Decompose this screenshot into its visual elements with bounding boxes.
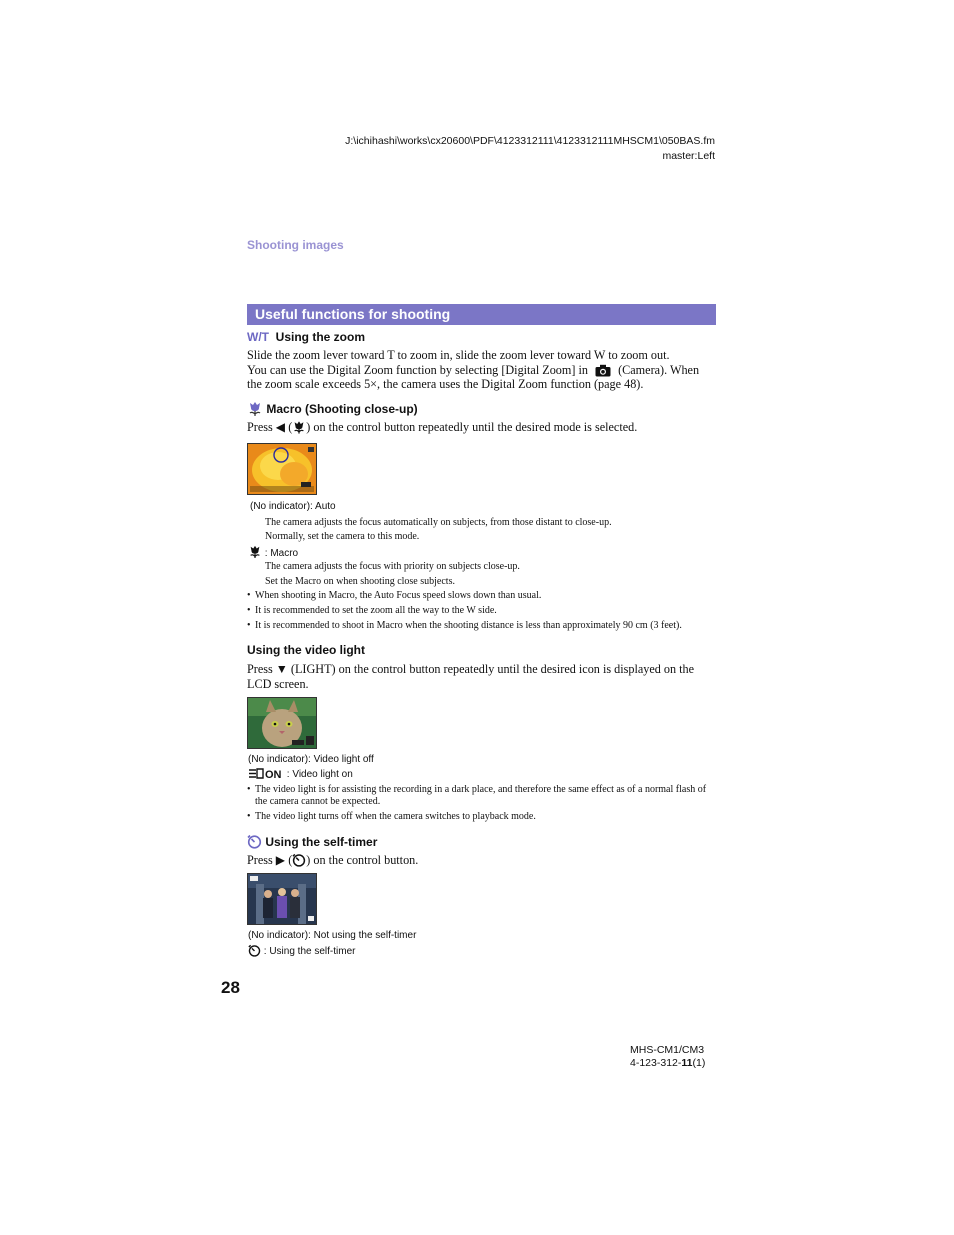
macro-press-b: (: [288, 420, 293, 434]
self-timer-press: [247, 853, 717, 868]
page-number: 28: [221, 978, 240, 997]
video-light-bullet-text: The video light turns off when the camera switches to playback mode.: [255, 811, 536, 822]
macro-bullet-text: It is recommended to shoot in Macro when the shooting distance is less than approximately 90 cm (3 feet).: [255, 620, 682, 631]
macro-bullet-text: When shooting in Macro, the Auto Focus speed slows down than usual.: [255, 590, 542, 601]
self-timer-press-b: (: [288, 853, 293, 867]
macro-tulip-icon: [247, 401, 263, 416]
video-light-line1: [247, 662, 717, 677]
video-light-bullet: • The video light is for assisting the recording in a dark place, and therefore the same effect as of a normal flash of the camera cannot be expected.: [247, 784, 715, 808]
video-light-option2: [248, 768, 353, 780]
self-timer-option1: (No indicator): Not using the self-timer: [248, 930, 417, 941]
down-arrow-icon: ▼: [275, 662, 288, 676]
macro-press: [247, 420, 717, 435]
code-bold: 11: [681, 1057, 693, 1069]
macro-small-icon: [248, 545, 262, 558]
video-light-on-icon: [248, 768, 284, 779]
macro-option1-label: (No indicator): Auto: [250, 501, 336, 512]
section-label: Shooting images: [247, 238, 344, 252]
self-timer-icon: [247, 834, 262, 849]
zoom-body-line2a: You can use the Digital Zoom function by selecting [Digital Zoom] in: [247, 362, 588, 377]
footer-model: [630, 1044, 705, 1070]
self-timer-press-a: Press: [247, 853, 273, 867]
video-light-body: [247, 662, 717, 691]
file-path: J:\ichihashi\works\cx20600\PDF\4123312111\4123312111MHSCM1\050BAS.fm: [345, 135, 715, 147]
self-timer-option2: [248, 944, 355, 957]
video-light-press: Press: [247, 662, 273, 676]
macro-option1-desc2: Normally, set the camera to this mode.: [265, 531, 420, 542]
self-timer-heading-text: Using the self-timer: [265, 835, 378, 849]
macro-screen-image: [247, 443, 317, 495]
macro-bullet: • It is recommended to shoot in Macro when the shooting distance is less than approximately 90 cm (3 feet).: [247, 620, 722, 632]
video-light-bullet: • The video light turns off when the camera switches to playback mode.: [247, 811, 707, 823]
right-arrow-icon: ▶: [275, 853, 286, 867]
svg-text:ON: ON: [265, 769, 282, 779]
model-name: MHS-CM1/CM3: [630, 1044, 705, 1056]
zoom-body: [247, 348, 717, 392]
zoom-heading-text: Using the zoom: [275, 330, 366, 344]
video-light-option2-label: : Video light on: [286, 769, 353, 780]
master-page-label: master:Left: [662, 150, 715, 162]
model-code: [630, 1057, 705, 1070]
video-light-screen-image: [247, 697, 317, 749]
video-light-bullet-text: The video light is for assisting the recording in a dark place, and therefore the same effect as of a normal flash of the camera cannot be expected.: [255, 784, 707, 807]
self-timer-inline-icon: [292, 853, 306, 867]
self-timer-small-icon: [248, 944, 261, 957]
macro-option1-desc1: The camera adjusts the focus automatically on subjects, from those distant to close-up.: [265, 517, 612, 528]
video-light-option1: (No indicator): Video light off: [248, 754, 374, 765]
code-prefix: 4-123-312-: [630, 1057, 682, 1069]
macro-press-c: ) on the control button repeatedly until the desired mode is selected.: [306, 420, 638, 434]
section-banner: [247, 304, 716, 325]
zoom-heading: [247, 330, 365, 344]
code-suffix: (1): [692, 1057, 706, 1069]
macro-option2-desc1: The camera adjusts the focus with priority on subjects close-up.: [265, 561, 520, 572]
zoom-body-line2b: (Camera). When: [618, 362, 700, 377]
macro-option2-desc2: Set the Macro on when shooting close subjects.: [265, 576, 455, 587]
left-arrow-icon: ◀: [275, 420, 286, 434]
wt-label: W/T: [247, 330, 269, 344]
macro-option2: [248, 545, 298, 559]
self-timer-option2-label: : Using the self-timer: [263, 946, 356, 957]
macro-bullet: • When shooting in Macro, the Auto Focus speed slows down than usual.: [247, 590, 707, 602]
self-timer-screen-image: [247, 873, 317, 925]
self-timer-press-c: ) on the control button.: [306, 853, 419, 867]
macro-heading: [247, 401, 418, 416]
video-light-heading: Using the video light: [247, 643, 366, 657]
video-light-line2: LCD screen.: [247, 676, 309, 691]
zoom-body-line1: Slide the zoom lever toward T to zoom in, slide the zoom lever toward W to zoom out.: [247, 348, 670, 362]
self-timer-heading: [247, 834, 377, 849]
macro-option2-label: : Macro: [264, 548, 299, 559]
zoom-body-line2: [247, 363, 717, 378]
macro-inline-icon: [292, 420, 306, 434]
zoom-body-line3: the zoom scale exceeds 5×, the camera uses the Digital Zoom function (page 48).: [247, 377, 644, 391]
file-path-header: [345, 134, 715, 164]
macro-bullet: • It is recommended to set the zoom all the way to the W side.: [247, 605, 707, 617]
banner-title: Useful functions for shooting: [255, 306, 451, 322]
macro-bullet-text: It is recommended to set the zoom all the way to the W side.: [255, 605, 497, 616]
camera-icon: [595, 364, 611, 377]
video-light-line1-text: (LIGHT) on the control button repeatedly until the desired icon is displayed on the: [290, 662, 695, 676]
macro-press-a: Press: [247, 420, 273, 434]
macro-heading-text: Macro (Shooting close-up): [266, 402, 418, 416]
